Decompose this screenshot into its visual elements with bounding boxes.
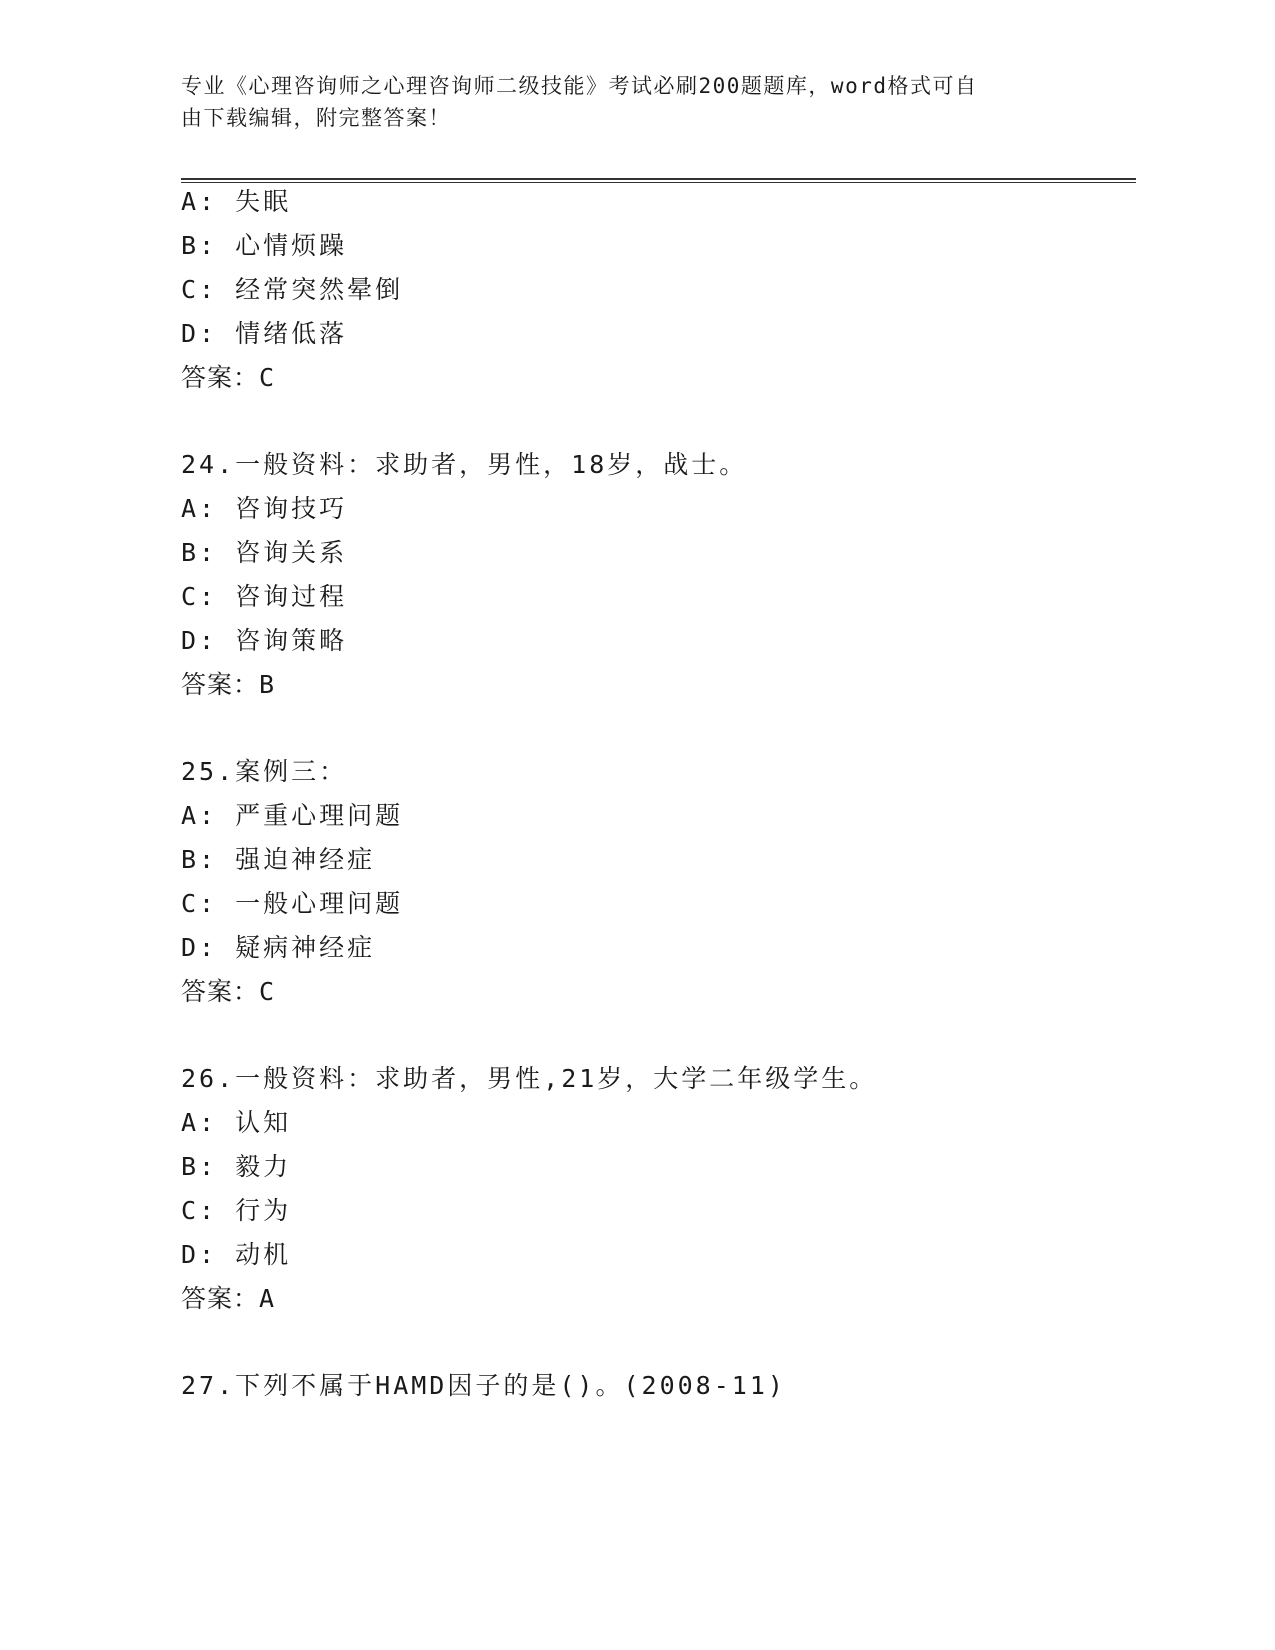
q26-option-c: C: 行为 bbox=[181, 1196, 292, 1225]
q25-answer bbox=[181, 976, 275, 1008]
option-c: C: 经常突然晕倒 bbox=[181, 275, 404, 304]
q25-option-c: C: 一般心理问题 bbox=[181, 889, 404, 918]
answer-value: B bbox=[259, 670, 276, 699]
answer-value: C bbox=[259, 977, 276, 1006]
q26-answer bbox=[181, 1283, 275, 1315]
answer-label: 答案： bbox=[181, 1284, 260, 1313]
document-header bbox=[181, 70, 1061, 134]
q25-option-b: B: 强迫神经症 bbox=[181, 845, 376, 874]
q26-option-a: A: 认知 bbox=[181, 1108, 292, 1137]
q24-answer bbox=[181, 669, 275, 701]
answer-value: C bbox=[259, 363, 276, 392]
q24-option-c: C: 咨询过程 bbox=[181, 582, 348, 611]
answer bbox=[181, 362, 275, 394]
q24-option-a: A: 咨询技巧 bbox=[181, 494, 348, 523]
q24-option-d: D: 咨询策略 bbox=[181, 626, 348, 655]
header-divider-thick bbox=[181, 178, 1136, 180]
q24-option-b: B: 咨询关系 bbox=[181, 538, 348, 567]
q26-option-d: D: 动机 bbox=[181, 1240, 292, 1269]
q25-option-a: A: 严重心理问题 bbox=[181, 801, 404, 830]
answer-label: 答案： bbox=[181, 977, 260, 1006]
header-line-1: 专业《心理咨询师之心理咨询师二级技能》考试必刷200题题库，word格式可自 bbox=[181, 74, 978, 98]
answer-value: A bbox=[259, 1284, 276, 1313]
option-b: B: 心情烦躁 bbox=[181, 231, 348, 260]
question-24: 24.一般资料：求助者，男性，18岁，战士。 bbox=[181, 450, 748, 479]
option-a: A: 失眠 bbox=[181, 187, 292, 216]
q26-option-b: B: 毅力 bbox=[181, 1152, 292, 1181]
answer-label: 答案： bbox=[181, 670, 260, 699]
header-line-2: 由下载编辑，附完整答案！ bbox=[181, 106, 451, 130]
option-d: D: 情绪低落 bbox=[181, 319, 348, 348]
answer-label: 答案： bbox=[181, 363, 260, 392]
q25-option-d: D: 疑病神经症 bbox=[181, 933, 376, 962]
question-25: 25.案例三： bbox=[181, 757, 348, 786]
question-27: 27.下列不属于HAMD因子的是()。(2008-11) bbox=[181, 1371, 786, 1400]
question-26: 26.一般资料：求助者，男性,21岁，大学二年级学生。 bbox=[181, 1064, 878, 1093]
header-divider-thin bbox=[181, 182, 1136, 183]
